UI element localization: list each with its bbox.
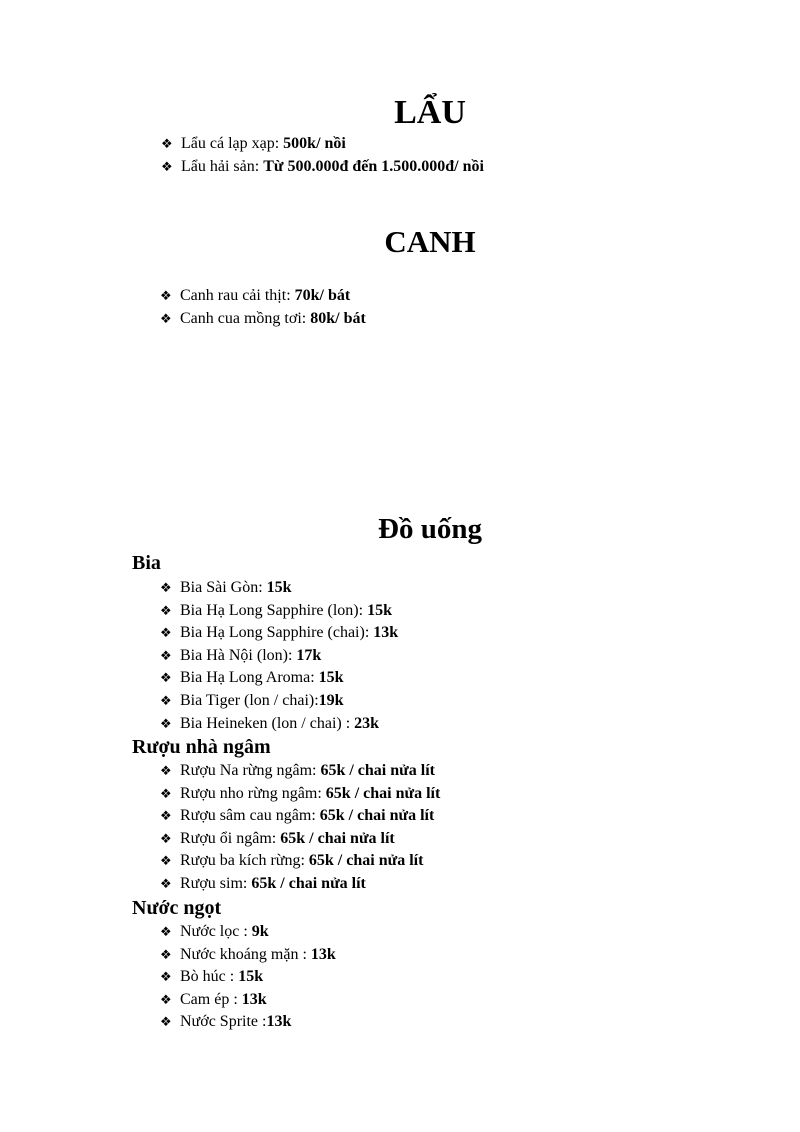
item-name: Lẩu hải sản: (181, 157, 264, 175)
list-item (160, 873, 440, 896)
diamond-bullet-icon: ❖ (160, 809, 172, 825)
item-name: Bò húc : (180, 968, 239, 986)
diamond-bullet-icon: ❖ (160, 876, 172, 892)
list-item (161, 156, 484, 179)
item-name: Canh rau cải thịt: (180, 287, 295, 304)
diamond-bullet-icon: ❖ (160, 854, 172, 870)
list-item (160, 760, 440, 783)
item-price: 19k (318, 691, 344, 709)
list-item (160, 1011, 336, 1034)
nuoc-ngot-list (160, 921, 336, 1034)
list-item (160, 989, 336, 1012)
diamond-bullet-icon: ❖ (160, 831, 172, 847)
diamond-bullet-icon: ❖ (160, 693, 172, 709)
item-price: 13k (241, 990, 267, 1008)
item-name: Rượu sâm cau ngâm: (180, 807, 320, 825)
diamond-bullet-icon: ❖ (160, 992, 172, 1008)
group-title-bia: Bia (132, 552, 161, 574)
diamond-bullet-icon: ❖ (160, 311, 172, 327)
item-name: Rượu ba kích rừng: (180, 852, 309, 870)
item-name: Bia Hà Nội (lon): (180, 646, 297, 664)
item-price: 23k (354, 714, 380, 732)
list-item (160, 600, 398, 623)
list-item (160, 828, 440, 851)
list-item (160, 308, 366, 331)
section-title-lau: LẨU (394, 94, 466, 131)
diamond-bullet-icon: ❖ (160, 581, 172, 596)
item-price: 15k (367, 601, 392, 619)
diamond-bullet-icon: ❖ (160, 626, 172, 642)
item-price: 15k (238, 968, 264, 986)
diamond-bullet-icon: ❖ (160, 289, 172, 304)
item-name: Rượu ổi ngâm: (180, 829, 281, 847)
item-price: 15k (318, 669, 344, 687)
group-title-ruou: Rượu nhà ngâm (132, 736, 271, 758)
ruou-list (160, 760, 440, 896)
item-price: Từ 500.000đ đến 1.500.000đ/ nồi (263, 157, 484, 175)
list-item (160, 921, 336, 944)
item-price: 65k / chai nửa lít (280, 829, 395, 847)
item-name: Rượu nho rừng ngâm: (180, 784, 326, 802)
item-price: 13k (266, 1013, 292, 1031)
item-price: 17k (296, 646, 322, 664)
diamond-bullet-icon: ❖ (160, 671, 172, 687)
list-item (160, 285, 366, 308)
item-price: 70k/ bát (294, 287, 351, 304)
list-item (160, 783, 440, 806)
list-item (160, 713, 398, 736)
item-price: 15k (266, 579, 292, 596)
list-item (160, 622, 398, 645)
item-name: Rượu Na rừng ngâm: (180, 762, 321, 779)
list-item (160, 667, 398, 690)
diamond-bullet-icon: ❖ (160, 603, 172, 619)
list-item (161, 133, 484, 156)
list-item (160, 805, 440, 828)
list-item (160, 944, 336, 967)
item-price: 80k/ bát (310, 309, 366, 327)
lau-list (161, 133, 484, 178)
item-name: Bia Hạ Long Sapphire (chai): (180, 624, 374, 642)
item-price: 500k/ nồi (283, 135, 346, 152)
item-name: Bia Hạ Long Aroma: (180, 669, 319, 687)
diamond-bullet-icon: ❖ (160, 1015, 172, 1031)
diamond-bullet-icon: ❖ (160, 716, 172, 732)
diamond-bullet-icon: ❖ (160, 786, 172, 802)
item-price: 13k (373, 624, 399, 642)
diamond-bullet-icon: ❖ (160, 947, 172, 963)
group-title-nuoc-ngot: Nước ngọt (132, 897, 222, 919)
list-item (160, 577, 398, 600)
item-price: 65k / chai nửa lít (325, 784, 441, 802)
item-price: 65k / chai nửa lít (251, 874, 366, 892)
item-price: 65k / chai nửa lít (319, 807, 435, 825)
diamond-bullet-icon: ❖ (161, 159, 173, 175)
diamond-bullet-icon: ❖ (160, 925, 172, 940)
list-item (160, 690, 398, 713)
item-name: Nước lọc : (180, 923, 252, 940)
item-name: Nước Sprite : (180, 1013, 267, 1031)
section-title-canh: CANH (384, 224, 476, 259)
item-price: 13k (310, 945, 336, 963)
item-name: Bia Hạ Long Sapphire (lon): (180, 601, 368, 619)
item-name: Bia Sài Gòn: (180, 579, 267, 596)
diamond-bullet-icon: ❖ (160, 970, 172, 986)
item-name: Bia Heineken (lon / chai) : (180, 714, 355, 732)
diamond-bullet-icon: ❖ (160, 764, 172, 779)
item-price: 65k / chai nửa lít (320, 762, 435, 779)
item-name: Cam ép : (180, 990, 242, 1008)
item-name: Lẩu cá lạp xạp: (181, 135, 284, 152)
list-item (160, 850, 440, 873)
item-name: Canh cua mồng tơi: (180, 309, 311, 327)
item-name: Nước khoáng mặn : (180, 945, 311, 963)
diamond-bullet-icon: ❖ (160, 648, 172, 664)
section-title-do-uong: Đồ uống (378, 513, 482, 545)
list-item (160, 966, 336, 989)
item-price: 9k (251, 923, 269, 940)
bia-list (160, 577, 398, 735)
list-item (160, 645, 398, 668)
item-price: 65k / chai nửa lít (308, 852, 424, 870)
canh-list (160, 285, 366, 330)
item-name: Rượu sim: (180, 874, 252, 892)
item-name: Bia Tiger (lon / chai): (180, 691, 319, 709)
diamond-bullet-icon: ❖ (161, 137, 173, 152)
